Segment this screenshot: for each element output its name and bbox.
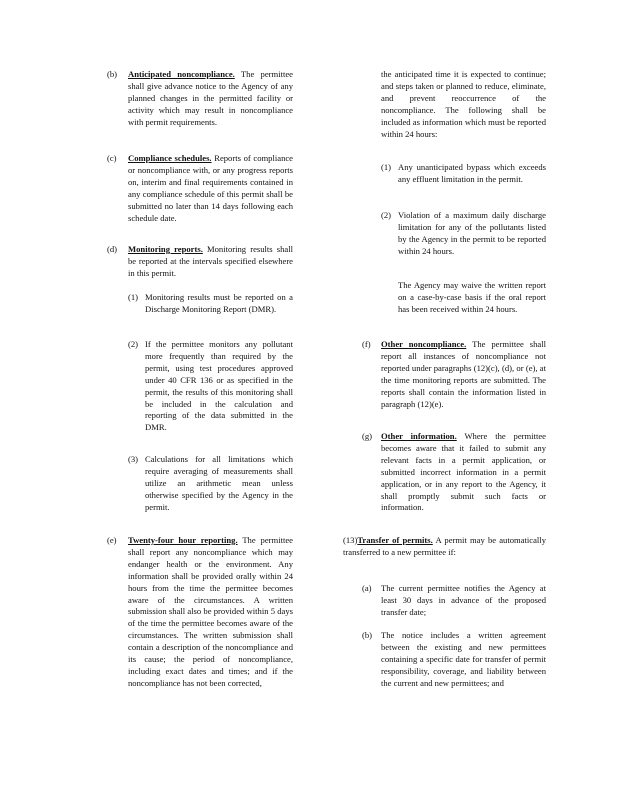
paragraph-12f xyxy=(362,339,546,410)
paragraph-label: (a) xyxy=(362,583,372,593)
subparagraph-12d-2 xyxy=(128,339,293,434)
paragraph-text: The permittee shall report all instances of noncompliance not reported under paragraphs (12)(c), (d), or (e), at the time monitoring reports are submitted. The reports shall contain the information listed in paragraph (12)(e). xyxy=(381,339,547,409)
paragraph-label: (b) xyxy=(107,69,118,79)
paragraph-title: Other noncompliance. xyxy=(381,339,467,349)
paragraph-12e-continued: the anticipated time it is expected to continue; and steps taken or planned to reduce, eliminate, and prevent reoccurrence of the noncompliance. The following shall be included as information which must be reported within 24 hours: xyxy=(381,69,546,139)
subparagraph-12d-1 xyxy=(128,292,293,316)
subparagraph-label: (2) xyxy=(381,210,392,220)
subparagraph-label: (3) xyxy=(128,454,139,464)
paragraph-12e xyxy=(107,535,293,690)
paragraph-13a xyxy=(362,583,546,619)
section-label: (13) xyxy=(343,535,358,545)
section-text: A permit may be automatically transferred to a new permittee if: xyxy=(343,535,546,557)
paragraph-label: (b) xyxy=(362,630,373,640)
paragraph-label: (c) xyxy=(107,153,117,163)
subparagraph-text: Any unanticipated bypass which exceeds any effluent limitation in the permit. xyxy=(398,162,546,184)
paragraph-label: (f) xyxy=(362,339,371,349)
subparagraph-text: Monitoring results must be reported on a Discharge Monitoring Report (DMR). xyxy=(145,292,293,314)
paragraph-12c xyxy=(107,153,293,224)
paragraph-title: Compliance schedules. xyxy=(128,153,212,163)
waiver-note: The Agency may waive the written report on a case-by-case basis if the oral report has been received within 24 hours. xyxy=(398,280,546,314)
paragraph-12d xyxy=(107,244,293,280)
section-13 xyxy=(343,535,546,559)
paragraph-text: Monitoring results shall be reported at the intervals specified elsewhere in this permit. xyxy=(128,244,293,278)
paragraph-12b xyxy=(107,69,293,129)
section-title: Transfer of permits. xyxy=(357,535,433,545)
paragraph-label: (d) xyxy=(107,244,118,254)
paragraph-text: The notice includes a written agreement between the existing and new permittees containing a specific date for transfer of permit responsibility, coverage, and liability between the current and new permittees; and xyxy=(381,630,546,688)
paragraph-label: (e) xyxy=(107,535,117,545)
paragraph-12g xyxy=(362,431,546,514)
subparagraph-12e-1 xyxy=(381,162,546,186)
subparagraph-text: Calculations for all limitations which require averaging of measurements shall utilize an arithmetic mean unless otherwise specified by the Agency in the permit. xyxy=(145,454,293,512)
subparagraph-12d-3 xyxy=(128,454,293,514)
subparagraph-text: If the permittee monitors any pollutant more frequently than required by the permit, using test procedures approved under 40 CFR 136 or as specified in the permit, the results of this monitoring shall be included in the calculation and reporting of the data submitted in the DMR. xyxy=(145,339,293,433)
paragraph-title: Monitoring reports. xyxy=(128,244,203,254)
paragraph-text: Reports of compliance or noncompliance with, or any progress reports on, interim and final requirements contained in any compliance schedule of this permit shall be submitted no later than 14 days following each schedule date. xyxy=(128,153,293,223)
subparagraph-12e-2 xyxy=(381,210,546,258)
paragraph-text: The permittee shall report any noncompliance which may endanger health or the environment. Any information shall be provided orally within 24 hours from the time the permittee becomes aware of the circumstances. A written submission shall also be provided within 5 days of the time the permittee becomes aware of the circumstances. The written submission shall contain a description of the noncompliance and its cause; the period of noncompliance, including exact dates and times; and if the noncompliance has not been corrected, xyxy=(128,535,293,688)
subparagraph-text: Violation of a maximum daily discharge limitation for any of the pollutants listed by the Agency in the permit to be reported within 24 hours. xyxy=(398,210,546,256)
paragraph-text: Where the permittee becomes aware that it failed to submit any relevant facts in a permit application, or submitted incorrect information in a permit application, or in any report to the Agency, it shall promptly submit such facts or information. xyxy=(381,431,546,513)
paragraph-title: Other information. xyxy=(381,431,457,441)
subparagraph-label: (2) xyxy=(128,339,139,349)
paragraph-title: Anticipated noncompliance. xyxy=(128,69,235,79)
paragraph-label: (g) xyxy=(362,431,373,441)
paragraph-title: Twenty-four hour reporting. xyxy=(128,535,238,545)
subparagraph-label: (1) xyxy=(381,162,392,172)
subparagraph-label: (1) xyxy=(128,292,139,302)
paragraph-text: The permittee shall give advance notice to the Agency of any planned changes in the permitted facility or activity which may result in noncompliance with permit requirements. xyxy=(128,69,293,127)
paragraph-13b xyxy=(362,630,546,690)
paragraph-text: The current permittee notifies the Agency at least 30 days in advance of the proposed transfer date; xyxy=(381,583,546,617)
